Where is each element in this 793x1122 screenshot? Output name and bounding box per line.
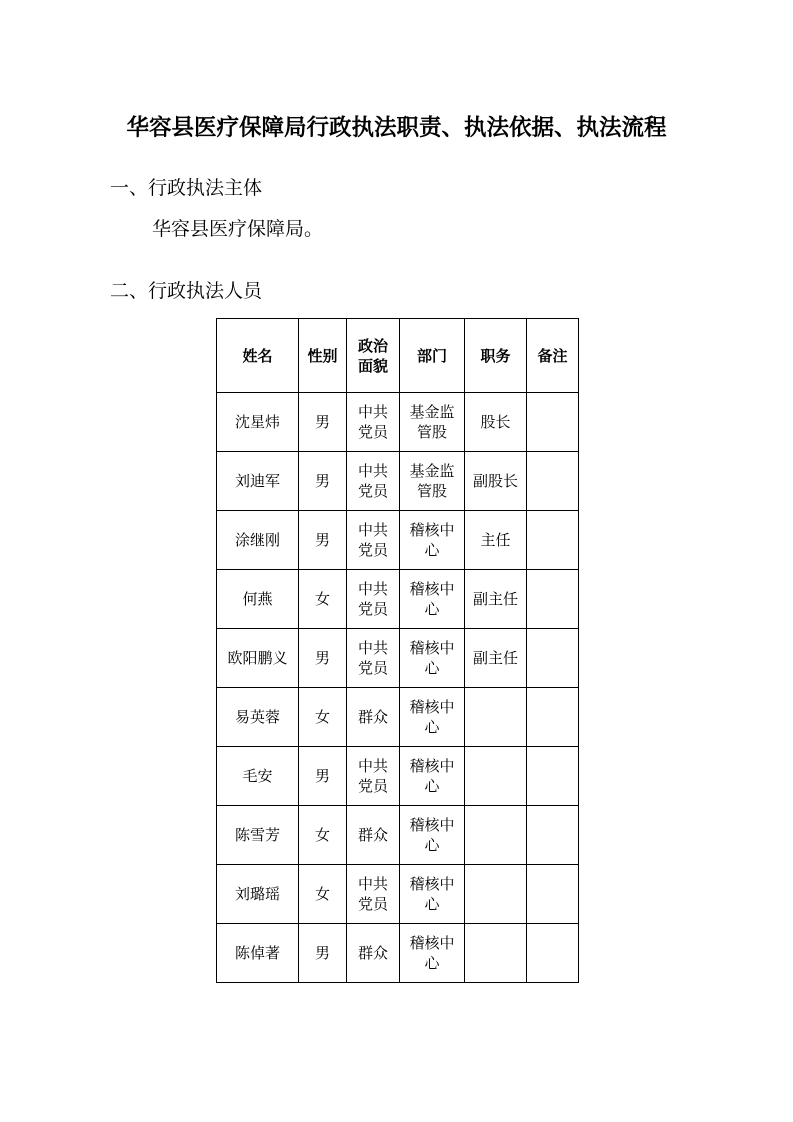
cell-position	[465, 747, 527, 806]
cell-name: 易英蓉	[217, 688, 299, 747]
cell-name: 陈倬著	[217, 924, 299, 983]
cell-remarks	[527, 688, 579, 747]
cell-department: 稽核中心	[400, 924, 465, 983]
cell-gender: 女	[299, 688, 347, 747]
cell-department: 基金监管股	[400, 393, 465, 452]
table-row	[217, 865, 579, 924]
cell-position: 副主任	[465, 570, 527, 629]
cell-gender: 男	[299, 924, 347, 983]
cell-department: 稽核中心	[400, 747, 465, 806]
cell-remarks	[527, 806, 579, 865]
cell-name: 毛安	[217, 747, 299, 806]
cell-position	[465, 806, 527, 865]
cell-name: 何燕	[217, 570, 299, 629]
cell-gender: 男	[299, 452, 347, 511]
cell-position: 副股长	[465, 452, 527, 511]
header-name: 姓名	[217, 319, 299, 393]
cell-department: 稽核中心	[400, 688, 465, 747]
enforcement-subject-text: 华容县医疗保障局。	[152, 218, 324, 240]
cell-remarks	[527, 747, 579, 806]
cell-name: 涂继刚	[217, 511, 299, 570]
cell-remarks	[527, 511, 579, 570]
cell-remarks	[527, 452, 579, 511]
cell-gender: 男	[299, 393, 347, 452]
cell-political-status: 群众	[347, 688, 400, 747]
cell-department: 稽核中心	[400, 511, 465, 570]
cell-political-status: 中共党员	[347, 393, 400, 452]
cell-political-status: 中共党员	[347, 511, 400, 570]
cell-remarks	[527, 629, 579, 688]
table-row	[217, 924, 579, 983]
table-row	[217, 570, 579, 629]
cell-political-status: 群众	[347, 806, 400, 865]
cell-gender: 女	[299, 570, 347, 629]
header-remarks: 备注	[527, 319, 579, 393]
cell-name: 刘璐瑶	[217, 865, 299, 924]
cell-name: 欧阳鹏义	[217, 629, 299, 688]
cell-gender: 男	[299, 629, 347, 688]
cell-department: 稽核中心	[400, 865, 465, 924]
cell-gender: 男	[299, 747, 347, 806]
cell-position	[465, 924, 527, 983]
header-gender: 性别	[299, 319, 347, 393]
cell-gender: 女	[299, 806, 347, 865]
cell-gender: 男	[299, 511, 347, 570]
table-row	[217, 629, 579, 688]
cell-position: 副主任	[465, 629, 527, 688]
table-row	[217, 511, 579, 570]
cell-name: 陈雪芳	[217, 806, 299, 865]
header-political-status: 政治面貌	[347, 319, 400, 393]
table-row	[217, 806, 579, 865]
cell-political-status: 中共党员	[347, 747, 400, 806]
cell-political-status: 中共党员	[347, 570, 400, 629]
cell-gender: 女	[299, 865, 347, 924]
cell-name: 沈星炜	[217, 393, 299, 452]
cell-department: 稽核中心	[400, 806, 465, 865]
cell-remarks	[527, 924, 579, 983]
table-row	[217, 452, 579, 511]
section-heading-enforcement-personnel: 二、行政执法人员	[110, 280, 263, 302]
cell-name: 刘迪军	[217, 452, 299, 511]
cell-position: 主任	[465, 511, 527, 570]
cell-position	[465, 865, 527, 924]
cell-position: 股长	[465, 393, 527, 452]
cell-remarks	[527, 570, 579, 629]
table-header-row	[217, 319, 579, 393]
cell-political-status: 中共党员	[347, 452, 400, 511]
document-title: 华容县医疗保障局行政执法职责、执法依据、执法流程	[126, 115, 667, 141]
cell-department: 基金监管股	[400, 452, 465, 511]
header-department: 部门	[400, 319, 465, 393]
cell-remarks	[527, 865, 579, 924]
cell-political-status: 群众	[347, 924, 400, 983]
cell-political-status: 中共党员	[347, 865, 400, 924]
cell-department: 稽核中心	[400, 570, 465, 629]
cell-position	[465, 688, 527, 747]
cell-remarks	[527, 393, 579, 452]
section-heading-enforcement-subject: 一、行政执法主体	[110, 177, 263, 199]
cell-political-status: 中共党员	[347, 629, 400, 688]
table-row	[217, 688, 579, 747]
staff-table	[216, 318, 579, 983]
header-position: 职务	[465, 319, 527, 393]
table-row	[217, 393, 579, 452]
cell-department: 稽核中心	[400, 629, 465, 688]
table-row	[217, 747, 579, 806]
